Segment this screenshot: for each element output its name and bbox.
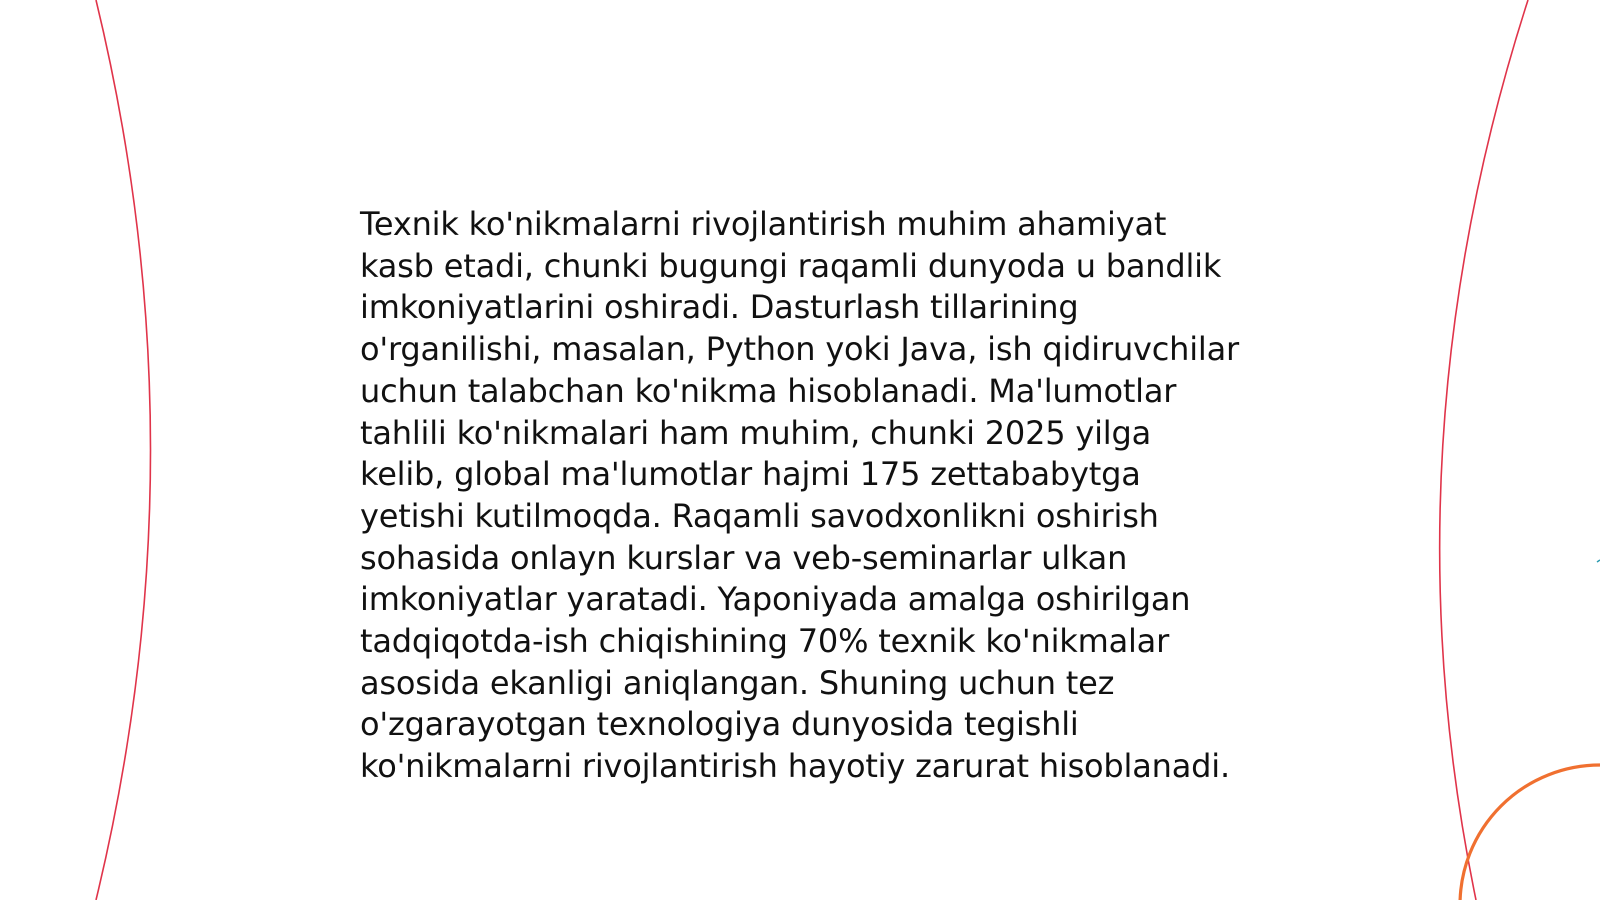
orange-arc [1460, 765, 1600, 900]
left-curve-line [96, 0, 151, 900]
body-paragraph: Texnik ko'nikmalarni rivojlantirish muhim ahamiyat kasb etadi, chunki bugungi raqamli dunyoda u bandlik imkoniyatlarini oshiradi. Dasturlash tillarining o'rganilishi, masalan, Python yoki Java, ish qidiruvchilar uchun talabchan ko'nikma hisoblanadi. Ma'lumotlar tahlili ko'nikmalari ham muhim, chunki 2025 yilga kelib, global ma'lumotlar hajmi 175 zettababytga yetishi kutilmoqda. Raqamli savodxonlikni oshirish sohasida onlayn kurslar va veb-seminarlar ulkan imkoniyatlar yaratadi. Yaponiyada amalga oshirilgan tadqiqotda-ish chiqishining 70% texnik ko'nikmalar asosida ekanligi aniqlangan. Shuning uchun tez o'zgarayotgan texnologiya dunyosida tegishli ko'nikmalarni rivojlantirish hayotiy zarurat hisoblanadi. [360, 205, 1239, 786]
right-curve-line [1440, 0, 1528, 900]
